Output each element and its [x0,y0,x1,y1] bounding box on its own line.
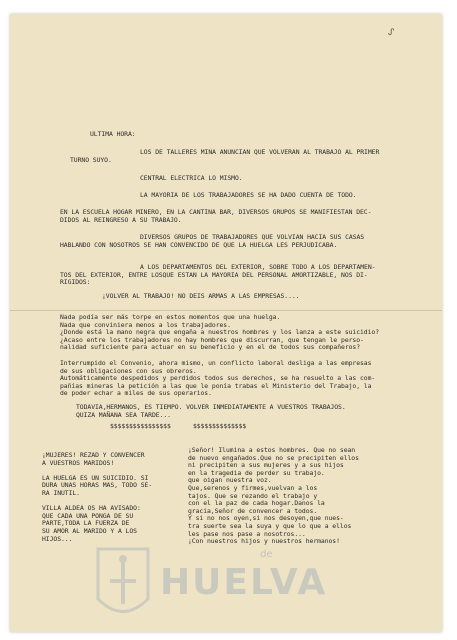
right-line: ¡Señor! Ilumina a estos hombres. Que no sean [188,446,356,454]
para-line: nalidad suficiente para actuar en su beneficio y en el de todos sus compañeros? [60,343,361,352]
left-line: SU AMOR AL MARIDO Y A LOS [42,526,137,535]
closing-line: QUIZA MAÑANA SEA TARDE... [76,410,171,419]
item-central: CENTRAL ELECTRICA LO MISMO. [140,174,243,182]
item-line: TURNO SUYO. [70,155,112,164]
slogan: ¡VOLVER AL TRABAJO! NO DEIS ARMAS A LAS EMPRESAS.... [102,292,300,300]
left-line: DURA UNAS HORAS MAS, TODO SE- [42,481,153,490]
item-line: LOS DE TALLERES MINA ANUNCIAN QUE VOLVERAN AL TRABAJO AL PRIMER [140,148,380,156]
closing-line: TODAVIA,HERMANOS, ES TIEMPO. VOLVER INMEDIATAMENTE A VUESTROS TRABAJOS. [76,403,346,411]
right-line: que oigan nuestra voz. [188,476,272,485]
right-line: en la tragedia de perder su trabajo. [188,468,325,477]
right-line: Que,serenos y firmes,vuelvan a los [188,483,318,492]
para-line: ¿Donde está la mano negra que engaña a nuestros hombres y los lanza a este suicidio? [60,328,379,337]
item-grupos [60,234,364,249]
item-line: HABLANDO CON NOSOTROS SE HAN CONVENCIDO DE QUE LA HUELGA LES PERJUDICABA. [60,240,338,249]
separator-right: $$$$$$$$$$$$$$ [193,422,247,430]
right-line: ¡Con nuestros hijos y nuestros hermanos! [188,537,340,546]
item-line: RIGIDOS: [60,278,91,287]
right-line: gracia,Señor de convencer a todos. [188,506,318,515]
left-line: QUE CADA UNA PONGA DE SU [42,511,134,520]
heading: ULTIMA HORA: [90,130,136,138]
para-line: de sus obligaciones con sus obreros. [60,366,197,375]
para-line: Automáticamente despedidos y perdidos todos sus derechos, se ha resuelto a las com- [60,374,376,383]
right-line: Y si no nos oyen,si nos desoyen,que nues- [188,514,344,523]
item-line: A LOS DEPARTAMENTOS DEL EXTERIOR, SOBRE TODO A LOS DEPARTAMEN- [140,263,376,271]
item-escuela [60,209,371,224]
right-line: tra suerte sea la suya y que lo que a ellos [188,521,352,530]
watermark-small-text: de [260,549,273,560]
item-line: DIDOS AL REINGRESO A SU TRABAJO. [60,215,182,224]
right-line: ni precipiten a sus mujeres y a sus hijos [188,461,344,470]
left-line: RA INUTIL. [42,488,80,497]
item-departamentos [60,264,375,287]
paragraph-huelga [60,314,379,352]
para-line: pañías mineras la petición a las que le ponía trabas el Ministerio del Trabajo, la [60,381,372,390]
left-line: A VUESTROS MARIDOS! [42,458,115,467]
para-line: ¿Acaso entre los trabajadores no hay hombres que discurran, que tengan le perso- [60,335,364,344]
para-line: Interrumpido el Convenio, ahora mismo, un conflicto laboral desliga a las empresas [60,359,372,367]
left-line: HIJOS... [42,534,73,543]
item-line: DIVERSOS GRUPOS DE TRABAJADORES QUE VOLVIAN HACIA SUS CASAS [140,233,365,241]
paragraph-convenio [60,360,375,398]
item-line: EN LA ESCUELA HOGAR MINERO, EN LA CANTINA BAR, DIVERSOS GRUPOS SE MANIFIESTAN DEC- [60,208,372,216]
right-line: de nuevo engañados.Que no se precipiten ellos [188,453,359,462]
item-mayoria: LA MAYORIA DE LOS TRABAJADORES SE HA DADO CUENTA DE TODO. [140,191,357,199]
right-line: con el la paz de cada hogar.Danos la [188,499,325,508]
item-talleres [70,149,379,164]
para-line: Nada podía ser más torpe en estos momentos que una huelga. [60,313,281,321]
right-line: les pase nos pase a nosotros... [188,529,306,538]
fold-line [10,310,442,311]
paper-sheet [10,14,442,632]
right-line: tajos. Que se rezando el trabajo y [188,491,318,500]
left-line: ¡MUJERES! REZAD Y CONVENCER [42,451,145,459]
corner-mark: ᔑ [388,28,395,38]
left-line: VILLA ALDEA OS HA AVISADO: [42,504,141,513]
item-line: TOS DEL EXTERIOR, ENTRE LOSQUE ESTAN LA MAYORIA DEL PERSONAL AMORTIZABLE, NOS DI- [60,270,368,279]
para-line: Nada que conviniera menos a los trabajadores. [60,320,231,329]
closing-call [60,404,346,419]
left-line: LA HUELGA ES UN SUICIDIO. SI [42,473,149,482]
watermark-text: HUELVA [160,562,328,603]
separator-left: $$$$$$$$$$$$$$$$ [110,422,171,430]
left-line: PARTE,TODA LA FUERZA DE [42,519,130,528]
para-line: de poder echar a miles de sus operarios. [60,389,212,398]
